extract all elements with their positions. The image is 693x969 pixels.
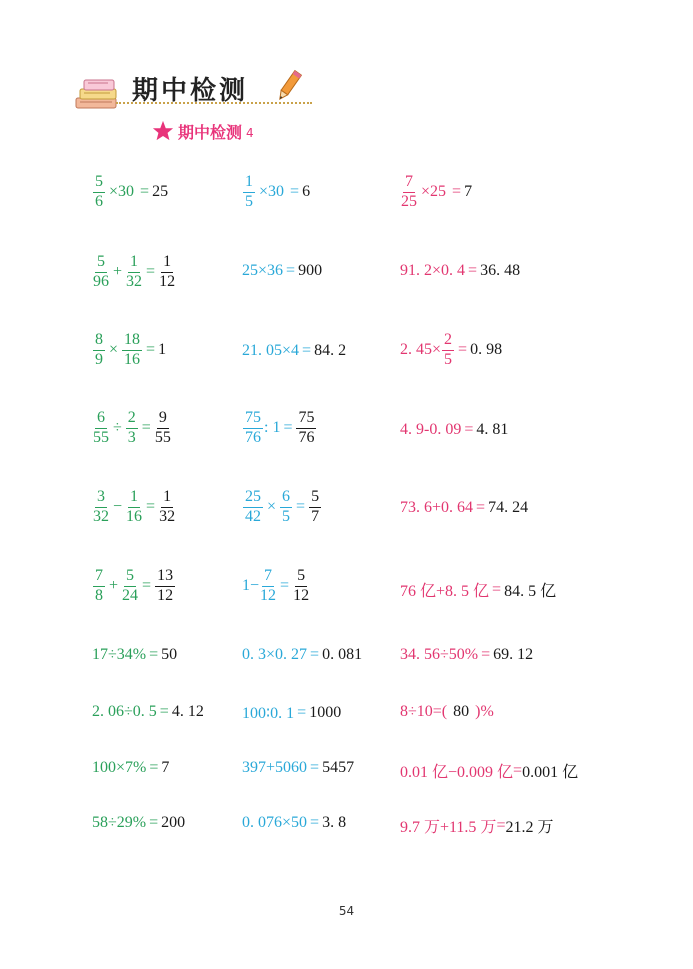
answer: $\frac{1}{32}$	[159, 488, 176, 525]
fraction: $\frac{2}{3}$	[127, 409, 136, 446]
answer: 7	[464, 183, 473, 201]
problem-r10-c2: 0. 076×50 = 3. 8	[242, 814, 347, 831]
problem-r4-c1: $\frac{6}{55}$ ÷ $\frac{2}{3}$ = $\frac{9}{55}$	[93, 409, 171, 446]
answer: 6	[302, 183, 311, 201]
fraction: $\frac{7}{25}$	[401, 173, 417, 210]
fraction: $\frac{7}{12}$	[260, 567, 277, 604]
answer: 7	[161, 759, 170, 776]
problem-r8-c3: 8÷10=( 80 )%	[400, 703, 494, 720]
answer: 80	[453, 703, 470, 720]
page-header	[74, 66, 314, 112]
problem-r5-c3: 73. 6+0. 64 = 74. 24	[400, 499, 529, 516]
problem-r9-c1: 100×7% = 7	[92, 759, 170, 776]
answer: 21.2 万	[505, 819, 554, 836]
problem-r3-c1: $\frac{8}{9}$ × $\frac{18}{16}$ = 1	[95, 331, 167, 368]
fraction: $\frac{2}{5}$	[444, 331, 453, 368]
answer: 4. 81	[476, 421, 509, 438]
answer: 69. 12	[493, 646, 534, 663]
problem-r8-c1: 2. 06÷0. 5 = 4. 12	[92, 703, 204, 720]
problem-r2-c2: 25×36 = 900	[242, 262, 323, 279]
problem-r10-c3: 9.7 万+11.5 万 = 21.2 万	[400, 814, 553, 837]
subtitle-text: 期中检测	[178, 122, 243, 142]
fraction: $\frac{6}{5}$	[282, 488, 291, 525]
problem-r2-c1: $\frac{5}{96}$ + $\frac{1}{32}$ = $\frac{1}{12}$	[93, 253, 176, 290]
problem-r8-c2: 100∶0. 1 = 1000	[242, 704, 342, 722]
answer: 5457	[322, 759, 355, 776]
pencil-icon	[276, 68, 302, 104]
answer: 0. 081	[322, 646, 363, 663]
answer: 4. 12	[171, 703, 204, 720]
fraction: $\frac{8}{9}$	[95, 331, 103, 368]
problem-r7-c2: 0. 3×0. 27 = 0. 081	[242, 646, 363, 663]
answer: 1	[158, 341, 167, 359]
answer: 50	[161, 646, 178, 663]
answer: 200	[161, 814, 186, 831]
problem-r6-c2: 1− $\frac{7}{12}$ = $\frac{5}{12}$	[242, 567, 310, 604]
fraction: $\frac{75}{76}$	[245, 409, 261, 446]
problem-r3-c3: 2. 45× $\frac{2}{5}$ = 0. 98	[400, 331, 503, 368]
problem-r10-c1: 58÷29% = 200	[92, 814, 186, 831]
answer: $\frac{1}{12}$	[159, 253, 176, 290]
fraction: $\frac{1}{16}$	[126, 488, 143, 525]
answer: 3. 8	[322, 814, 347, 831]
page-title: 期中检测	[132, 76, 249, 106]
fraction: $\frac{3}{32}$	[93, 488, 109, 525]
fraction: $\frac{1}{32}$	[126, 253, 143, 290]
problem-r5-c1: $\frac{3}{32}$ − $\frac{1}{16}$ = $\frac{1}{32}$	[93, 488, 176, 525]
problem-r2-c3: 91. 2×0. 4 = 36. 48	[400, 262, 521, 279]
fraction: $\frac{5}{24}$	[122, 567, 139, 604]
page-number: 54	[338, 904, 355, 918]
problem-r7-c1: 17÷34% = 50	[92, 646, 178, 663]
fraction: $\frac{18}{16}$	[124, 331, 141, 368]
problem-r9-c2: 397+5060 = 5457	[242, 759, 355, 776]
problem-r1-c2: $\frac{1}{5}$ ×30 = 6	[245, 173, 311, 210]
star-icon	[152, 120, 174, 142]
problem-r3-c2: 21. 05×4 = 84. 2	[242, 342, 347, 359]
answer: $\frac{75}{76}$	[298, 409, 315, 446]
problem-r4-c3: 4. 9-0. 09 = 4. 81	[400, 421, 509, 438]
fraction: $\frac{1}{5}$	[245, 173, 253, 210]
answer: 84. 5 亿	[504, 583, 557, 600]
answer: 0.001 亿	[522, 764, 579, 781]
problem-r1-c3: $\frac{7}{25}$ ×25 = 7	[401, 173, 473, 210]
answer: 84. 2	[314, 342, 347, 359]
problem-r6-c1: $\frac{7}{8}$ + $\frac{5}{24}$ = $\frac{13}{12}$	[95, 567, 174, 604]
section-subtitle	[152, 120, 254, 142]
problem-r7-c3: 34. 56÷50% = 69. 12	[400, 646, 534, 663]
problem-r6-c3: 76 亿+8. 5 亿 = 84. 5 亿	[400, 578, 556, 601]
answer: 900	[298, 262, 323, 279]
answer: 74. 24	[488, 499, 529, 516]
fraction: $\frac{5}{96}$	[93, 253, 109, 290]
answer: $\frac{9}{55}$	[154, 409, 171, 446]
problem-r4-c2: $\frac{75}{76}$ : 1 = $\frac{75}{76}$	[245, 409, 315, 446]
fraction: $\frac{5}{6}$	[95, 173, 103, 210]
answer: 36. 48	[480, 262, 521, 279]
subtitle-number: 4	[246, 125, 254, 140]
answer: $\frac{13}{12}$	[157, 567, 174, 604]
answer: 1000	[309, 704, 342, 721]
answer: $\frac{5}{7}$	[311, 488, 320, 525]
books-icon	[74, 78, 120, 112]
fraction: $\frac{7}{8}$	[95, 567, 103, 604]
problem-r1-c1: $\frac{5}{6}$ ×30 = 25	[95, 173, 169, 210]
fraction: $\frac{6}{55}$	[93, 409, 109, 446]
fraction: $\frac{25}{42}$	[245, 488, 261, 525]
answer: 0. 98	[470, 341, 503, 359]
answer: $\frac{5}{12}$	[293, 567, 310, 604]
problem-r5-c2: $\frac{25}{42}$ × $\frac{6}{5}$ = $\frac{5}{7}$	[245, 488, 320, 525]
answer: 25	[152, 183, 169, 201]
problem-r9-c3: 0.01 亿−0.009 亿 = 0.001 亿	[400, 759, 578, 782]
